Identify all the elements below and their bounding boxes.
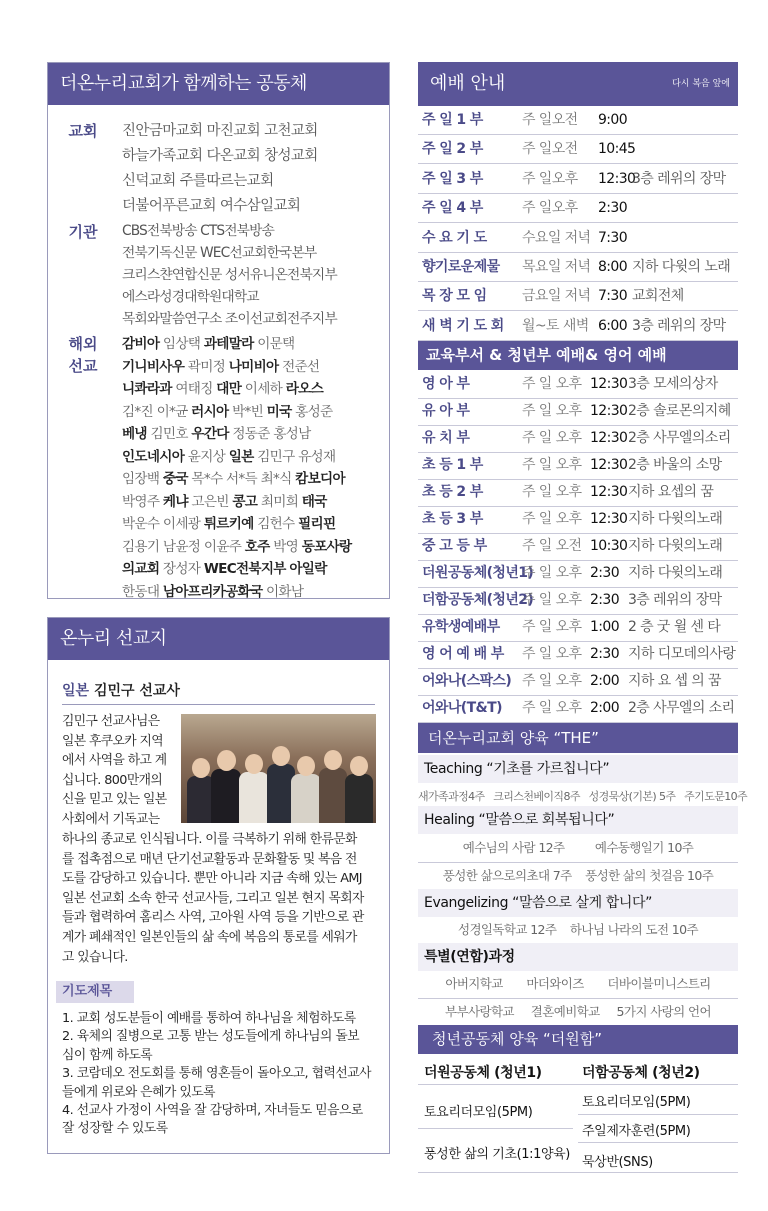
young-col1-head: 더원공동체 (청년1) — [424, 1065, 542, 1081]
service-name: 수 요 기 도 — [422, 229, 487, 246]
service-time: 12:30 — [590, 457, 628, 473]
body-line: 일본 선교회 소속 한국 선교사들, 그리고 일본 현지 목회자 — [62, 890, 364, 906]
service-day: 주 일 오후 — [522, 376, 582, 392]
service-name: 목 장 모 임 — [422, 288, 487, 305]
special-items-2 — [418, 998, 738, 1026]
young-col2-item: 주일제자훈련(5PM) — [582, 1124, 691, 1139]
mission-names: 박*빈 — [228, 403, 267, 420]
service-place: 지하 다윗의노래 — [628, 538, 723, 554]
mission-names: 김*진 이*균 — [122, 403, 192, 420]
missionary-region: 일본 — [62, 683, 90, 699]
service-day: 주 일 오후 — [522, 646, 582, 662]
mission-country: 태국 — [301, 493, 327, 510]
service-place: 지하 디모데의사랑 — [628, 646, 736, 662]
prayer-line: 잘 성장할 수 있도록 — [62, 1121, 168, 1137]
service-place: 지하 요셉의 꿈 — [628, 484, 714, 500]
young-divider — [418, 1172, 738, 1173]
mission-country: 남아프리카공화국 — [162, 583, 263, 600]
service-name: 주 일 4 부 — [422, 200, 483, 217]
schedule-row — [418, 282, 738, 311]
course-item: 새가족과정4주 — [418, 790, 485, 803]
mission-names: 김용기 남윤정 이윤주 — [122, 538, 245, 555]
course-item: 예수님의 사람 12주 — [462, 840, 565, 855]
service-day: 주 일오전 — [522, 112, 578, 128]
org-list — [122, 220, 383, 330]
young-col2-item: 토요리더모임(5PM) — [582, 1095, 691, 1110]
mission-country: 미국 — [266, 403, 292, 420]
service-time: 7:30 — [598, 229, 628, 246]
course-item: 성경묵상(기본) 5주 — [588, 790, 676, 803]
course-item: 예수동행일기 10주 — [594, 840, 694, 855]
mission-country: 동포사랑 — [301, 538, 352, 555]
mission-names: 김민호 — [146, 426, 192, 442]
mission-country: 과테말라 — [203, 336, 254, 352]
schedule-row — [418, 370, 738, 399]
service-day: 주 일오전 — [522, 141, 578, 158]
mission-country: 콩고 — [232, 493, 258, 510]
service-name: 초 등 1 부 — [422, 457, 483, 473]
mission-names: 김헌수 — [253, 516, 299, 532]
prayer-item — [62, 1028, 381, 1065]
schedule-row — [418, 532, 738, 561]
course-item: 풍성한 삶의 첫걸음 10주 — [585, 868, 714, 883]
mission-names: 한동대 — [122, 583, 163, 600]
young-adult-header: 청년공동체 양육 “더원함” — [418, 1025, 738, 1054]
service-place: 2 층 굿 윌 센 타 — [628, 619, 721, 635]
service-place: 지하 다윗의노래 — [628, 511, 723, 527]
intro-line: 일본 후쿠오카 지역 — [62, 733, 164, 749]
mission-label-2: 선교 — [68, 357, 98, 375]
mission-country: 캄보디아 — [295, 471, 345, 487]
schedule-row — [418, 478, 738, 507]
service-name: 주 일 1 부 — [422, 112, 483, 128]
body-line: 계가 폐쇄적인 일본인들의 삶 속에 복음의 통로를 세워가 — [62, 929, 357, 945]
course-item: 부부사랑학교 — [445, 1004, 514, 1019]
service-day: 주 일 오전 — [522, 538, 582, 554]
service-time: 2:30 — [590, 646, 620, 662]
mission-names: 윤지상 — [184, 448, 229, 465]
service-day: 주 일 오후 — [522, 457, 582, 473]
mission-country: 아일락 — [289, 561, 327, 577]
service-place: 2층 사무엘의소리 — [628, 430, 731, 446]
service-time: 1:00 — [590, 619, 620, 635]
mission-names: 임장백 — [122, 471, 163, 487]
mission-country: 대만 — [216, 381, 242, 397]
community-panel — [47, 62, 390, 599]
org-line: 전북기독신문 WEC선교회한국본부 — [122, 245, 317, 261]
church-line: 진안금마교회 마진교회 고천교회 — [122, 123, 318, 139]
service-place: 지하 다윗의노래 — [628, 565, 723, 581]
service-time: 12:30 — [590, 430, 628, 446]
mission-line — [122, 446, 383, 469]
service-day: 주 일 오후 — [522, 592, 582, 608]
mission-list — [122, 333, 383, 603]
church-line: 신덕교회 주를따르는교회 — [122, 173, 274, 189]
service-name: 초 등 3 부 — [422, 511, 483, 527]
community-title: 더온누리교회가 함께하는 공동체 — [48, 63, 389, 105]
mission-label — [60, 333, 106, 377]
missionary-heading — [62, 680, 180, 700]
intro-line: 김민구 선교사님은 — [62, 714, 160, 729]
missionary-title: 온누리 선교지 — [48, 618, 389, 660]
mission-country: 니콰라과 — [122, 381, 172, 397]
young-divider — [418, 1128, 573, 1129]
mission-line — [122, 333, 383, 356]
mission-line — [122, 378, 383, 401]
service-name: 유 치 부 — [422, 430, 470, 446]
prayer-line: 4. 선교사 가정이 사역을 잘 감당하며, 자녀들도 믿음으로 — [62, 1103, 363, 1119]
missionary-panel — [47, 617, 390, 1154]
body-line: 하나의 종교로 인식됩니다. 이를 극복하기 위해 한류문화 — [62, 832, 357, 847]
schedule-row — [418, 613, 738, 642]
schedule-row — [418, 451, 738, 480]
service-day: 목요일 저녁 — [522, 259, 591, 275]
mission-names: 고은빈 — [187, 493, 233, 510]
evangelizing-title: Evangelizing “말씀으로 살게 합니다” — [418, 889, 738, 917]
schedule-row — [418, 397, 738, 426]
service-name: 향기로운제물 — [422, 259, 500, 275]
church-line: 더불어푸른교회 여수삼일교회 — [122, 198, 301, 214]
mission-names: 홍성준 — [291, 403, 333, 420]
mission-country: 일본 — [228, 448, 254, 465]
mission-names: 이화남 — [262, 583, 304, 600]
service-time: 12:30 — [590, 403, 628, 419]
mission-line — [122, 468, 383, 491]
service-time: 7:30 — [598, 288, 628, 305]
body-line: 고 있습니다. — [62, 949, 128, 965]
young-divider — [418, 1084, 738, 1085]
schedule-row — [418, 559, 738, 588]
young-col2-item: 묵상반(SNS) — [582, 1155, 653, 1170]
mission-line — [122, 581, 383, 604]
service-name: 주 일 2 부 — [422, 141, 483, 158]
course-item: 주기도문10주 — [684, 790, 748, 803]
body-line: 들과 협력하여 홈리스 사역, 고아원 사역 등을 기반으로 관 — [62, 910, 364, 926]
the-header: 더온누리교회 양육 “THE” — [418, 723, 738, 753]
service-day: 주 일오후 — [522, 200, 578, 217]
service-name: 주 일 3 부 — [422, 170, 483, 187]
service-name: 유 아 부 — [422, 403, 470, 419]
course-item: 풍성한 삶으로의초대 7주 — [442, 868, 572, 883]
prayer-line: 1. 교회 성도분들이 예배를 통하여 하나님을 체험하도록 — [62, 1011, 356, 1026]
prayer-line: 2. 육체의 질병으로 고통 받는 성도들에게 하나님의 돌보 — [62, 1029, 360, 1045]
mission-names: 박영 — [269, 538, 302, 555]
service-day: 주 일 오후 — [522, 511, 582, 527]
worship-title: 예배 안내 — [430, 73, 506, 94]
service-time: 8:00 — [598, 259, 628, 275]
mission-names: 임상택 — [159, 336, 204, 352]
service-place: 3층 레위의 장막 — [632, 170, 726, 187]
schedule-row — [418, 135, 738, 164]
intro-line: 신을 믿고 있는 일본 — [62, 792, 167, 808]
mission-line — [122, 491, 383, 514]
service-place: 3층 레위의 장막 — [632, 317, 726, 334]
church-list — [122, 119, 383, 219]
evangelizing-items — [418, 916, 738, 945]
service-name: 어와나(T&T) — [422, 700, 502, 716]
service-day: 주 일 오후 — [522, 700, 582, 716]
mission-line — [122, 536, 383, 559]
teaching-title: Teaching “기초를 가르칩니다” — [418, 755, 738, 783]
mission-section — [60, 333, 383, 603]
org-line: 크리스챤연합신문 성서유니온전북지부 — [122, 267, 337, 283]
mission-names: 김민구 유성재 — [253, 448, 336, 465]
church-section — [60, 119, 383, 219]
special-items-1 — [418, 970, 738, 999]
mission-line — [122, 401, 383, 424]
service-day: 주 일 오후 — [522, 403, 582, 419]
intro-line: 에서 사역을 하고 계 — [62, 753, 167, 769]
service-day: 주 일오후 — [522, 170, 578, 187]
schedule-row — [418, 667, 738, 696]
org-line: CBS전북방송 CTS전북방송 — [122, 223, 274, 239]
young-divider — [578, 1114, 738, 1115]
schedule-row — [418, 312, 738, 341]
mission-label-1: 해외 — [68, 335, 98, 353]
service-time: 2:30 — [590, 592, 620, 608]
service-day: 월~토 새벽 — [522, 317, 589, 334]
mission-names: 이문택 — [253, 336, 295, 352]
service-day: 주 일 오후 — [522, 619, 582, 635]
mission-line — [122, 558, 383, 581]
service-place: 3층 레위의 장막 — [628, 592, 722, 608]
mission-names: 목*수 서*득 최*식 — [187, 471, 296, 487]
service-name: 더원공동체(청년1) — [422, 565, 534, 581]
mission-country: 케냐 — [162, 493, 188, 510]
mission-line — [122, 513, 383, 536]
service-place: 2층 사무엘의 소리 — [628, 700, 735, 716]
schedule-row — [418, 194, 738, 223]
mission-country: 감비아 — [122, 336, 160, 352]
course-item: 5가지 사랑의 언어 — [616, 1004, 711, 1019]
service-time: 9:00 — [598, 112, 628, 128]
young-col2-head: 더함공동체 (청년2) — [582, 1065, 700, 1081]
mission-country: 필리핀 — [298, 516, 336, 532]
org-label: 기관 — [68, 223, 98, 241]
service-time: 2:00 — [590, 673, 620, 689]
mission-names: 이세하 — [241, 381, 286, 397]
service-place: 지하 요 셉 의 꿈 — [628, 673, 721, 689]
mission-names: 전준선 — [278, 358, 320, 375]
missionary-group-photo — [181, 714, 376, 823]
org-line: 목회와말씀연구소 조이선교회전주지부 — [122, 311, 337, 327]
service-day: 금요일 저녁 — [522, 288, 591, 305]
service-name: 초 등 2 부 — [422, 484, 483, 500]
service-time: 2:30 — [590, 565, 620, 581]
course-item: 하나님 나라의 도전 10주 — [569, 922, 698, 937]
mission-names: 여태징 — [171, 381, 217, 397]
mission-names: 박영주 — [122, 493, 163, 510]
service-time: 12:30 — [598, 170, 636, 187]
mission-names: 정동준 홍성남 — [228, 426, 311, 442]
service-place: 2층 바울의 소망 — [628, 457, 722, 473]
healing-title: Healing “말씀으로 회복됩니다” — [418, 806, 738, 834]
mission-country: 호주 — [244, 538, 270, 555]
young-divider — [578, 1142, 738, 1143]
course-item: 성경일독학교 12주 — [457, 922, 557, 937]
service-day: 주 일 오후 — [522, 430, 582, 446]
service-name: 새 벽 기 도 회 — [422, 317, 504, 334]
service-day: 주 일 오후 — [522, 673, 582, 689]
course-item: 더바이블미니스트리 — [607, 976, 711, 991]
mission-country: 베냉 — [122, 426, 147, 442]
service-time: 12:30 — [590, 511, 628, 527]
prayer-title: 기도제목 — [56, 981, 134, 1003]
service-name: 더함공동체(청년2) — [422, 592, 534, 608]
service-time: 12:30 — [590, 484, 628, 500]
service-place: 교회전체 — [632, 288, 684, 305]
service-name: 유학생예배부 — [422, 619, 500, 635]
prayer-list — [62, 1010, 381, 1139]
service-time: 6:00 — [598, 317, 628, 334]
missionary-intro — [62, 712, 167, 830]
mission-country: 튀르키예 — [203, 516, 254, 532]
body-line: 를 접촉점으로 매년 단기선교활동과 문화활동 및 복음 전 — [62, 851, 357, 867]
course-item: 결혼예비학교 — [530, 1004, 600, 1019]
service-place: 2층 솔로몬의지혜 — [628, 403, 731, 419]
schedule-row — [418, 106, 738, 135]
service-time: 10:45 — [598, 141, 636, 158]
schedule-row — [418, 224, 738, 253]
prayer-line: 들에게 위로와 은혜가 있도록 — [62, 1084, 216, 1100]
schedule-row — [418, 165, 738, 194]
special-title: 특별(연합)과정 — [418, 943, 738, 971]
schedule-row — [418, 586, 738, 615]
mission-names: 장성자 — [159, 561, 204, 577]
mission-names: 곽미정 — [184, 358, 229, 375]
course-item: 마더와이즈 — [526, 976, 584, 991]
intro-line: 십니다. 800만개의 — [62, 772, 163, 788]
healing-items-2 — [418, 862, 738, 891]
mission-country: 라오스 — [285, 381, 323, 397]
service-day: 주 일 오후 — [522, 565, 582, 581]
prayer-line: 3. 코람데오 전도회를 통해 영혼들이 돌아오고, 협력선교사 — [62, 1066, 372, 1082]
prayer-item — [62, 1065, 381, 1102]
missionary-name: 김민구 선교사 — [93, 683, 180, 699]
org-line: 에스라성경대학원대학교 — [122, 289, 259, 305]
education-header: 교육부서 & 청년부 예배& 영어 예배 — [418, 341, 738, 370]
service-time: 12:30 — [590, 376, 628, 392]
missionary-body — [62, 830, 364, 967]
prayer-item — [62, 1010, 381, 1028]
mission-country: 러시아 — [191, 403, 229, 420]
service-day: 수요일 저녁 — [522, 229, 591, 246]
mission-country: 의교회 — [122, 561, 160, 577]
service-time: 10:30 — [590, 538, 628, 554]
mission-country: 나미비아 — [228, 358, 279, 375]
church-label: 교회 — [68, 122, 98, 140]
worship-note: 다시 복음 앞에 — [672, 79, 730, 89]
org-section — [60, 220, 383, 330]
mission-country: 우간다 — [191, 426, 229, 442]
schedule-row — [418, 253, 738, 282]
service-day: 주 일 오후 — [522, 484, 582, 500]
service-name: 어와나(스팍스) — [422, 673, 512, 689]
mission-line — [122, 356, 383, 379]
mission-country: 인도네시아 — [122, 448, 185, 465]
body-line: 도를 감당하고 있습니다. 뿐만 아니라 지금 속해 있는 AMJ — [62, 871, 362, 887]
healing-items-1 — [418, 834, 738, 863]
mission-names: 최미희 — [257, 493, 302, 510]
course-item: 크리스천베이직8주 — [493, 790, 580, 803]
mission-names: 박운수 이세광 — [122, 516, 204, 532]
schedule-row — [418, 640, 738, 669]
service-time: 2:00 — [590, 700, 620, 716]
young-col1-item: 풍성한 삶의 기초(1:1양육) — [424, 1147, 570, 1162]
course-item: 아버지학교 — [445, 976, 503, 991]
mission-country: 기니비사우 — [122, 358, 185, 375]
service-place: 3층 모세의상자 — [628, 376, 718, 392]
service-name: 중 고 등 부 — [422, 538, 487, 554]
intro-line: 사회에서 기독교는 — [62, 811, 160, 827]
service-name: 영 어 예 배 부 — [422, 646, 504, 662]
young-col1-item: 토요리더모임(5PM) — [424, 1105, 533, 1120]
schedule-row — [418, 505, 738, 534]
church-line: 하늘가족교회 다온교회 창성교회 — [122, 148, 318, 164]
missionary-divider — [62, 704, 375, 705]
service-name: 영 아 부 — [422, 376, 470, 392]
mission-country: WEC전북지부 — [203, 561, 286, 577]
schedule-row — [418, 424, 738, 453]
mission-country: 중국 — [162, 471, 188, 487]
prayer-line: 심이 함께 하도록 — [62, 1047, 153, 1063]
worship-header — [418, 62, 738, 106]
service-time: 2:30 — [598, 200, 628, 217]
prayer-item — [62, 1102, 381, 1139]
service-place: 지하 다윗의 노래 — [632, 259, 731, 275]
schedule-row — [418, 694, 738, 723]
mission-line — [122, 423, 383, 446]
